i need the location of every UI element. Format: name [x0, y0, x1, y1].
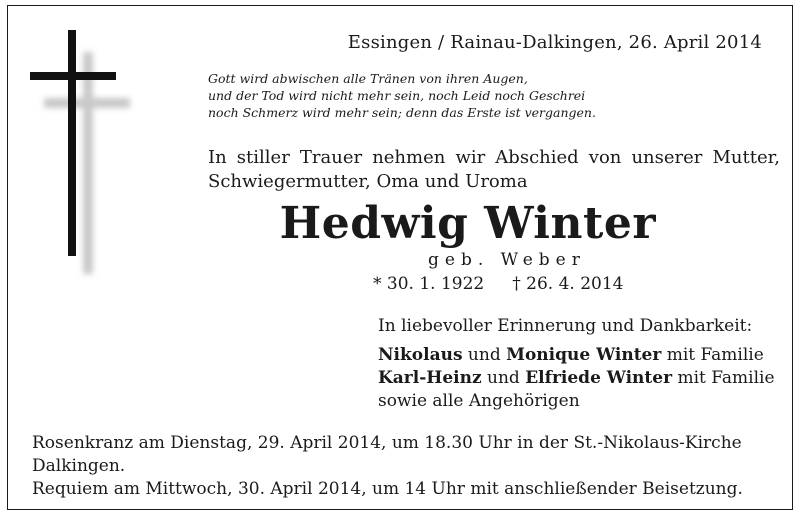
verse-line: noch Schmerz wird mehr sein; denn das Erste ist vergangen.: [208, 105, 596, 120]
family-suffix: mit Familie: [661, 345, 764, 365]
mourner-name: Karl-Heinz: [378, 368, 482, 388]
rosary-line: Dalkingen.: [32, 456, 126, 476]
mourner-name: Elfriede Winter: [525, 368, 673, 388]
mourners-list: [378, 344, 775, 413]
cross-vertical-bar: [68, 30, 76, 256]
life-dates: [373, 274, 623, 294]
mourner-name: Monique Winter: [506, 345, 662, 365]
maiden-name: geb. Weber: [428, 250, 586, 270]
service-info: [32, 432, 772, 501]
cross-shadow: [44, 98, 130, 108]
bible-verse: [208, 70, 596, 121]
cross-shadow: [83, 52, 93, 274]
mourner-line: sowie alle Angehörigen: [378, 391, 580, 411]
cross-horizontal-bar: [30, 72, 116, 80]
deceased-name: Hedwig Winter: [279, 198, 656, 249]
requiem-line: Requiem am Mittwoch, 30. April 2014, um 14 Uhr mit anschließender Beisetzung.: [32, 479, 743, 499]
thanks-line: In liebevoller Erinnerung und Dankbarkeit:: [378, 316, 753, 336]
intro-text: In stiller Trauer nehmen wir Abschied von unserer Mutter, Schwiegermutter, Oma und Uroma: [208, 147, 780, 192]
mourner-line: [378, 344, 775, 367]
family-suffix: mit Familie: [672, 368, 775, 388]
place-date: Essingen / Rainau-Dalkingen, 26. April 2014: [347, 32, 762, 53]
joiner-text: und: [481, 368, 526, 388]
obituary-notice: [7, 5, 793, 510]
rosary-line: Rosenkranz am Dienstag, 29. April 2014, um 18.30 Uhr in der St.-Nikolaus-Kirche: [32, 433, 742, 453]
mourner-name: Nikolaus: [378, 345, 463, 365]
birth-date: * 30. 1. 1922: [373, 274, 485, 294]
joiner-text: und: [462, 345, 507, 365]
death-date: † 26. 4. 2014: [512, 274, 624, 294]
verse-line: und der Tod wird nicht mehr sein, noch Leid noch Geschrei: [208, 88, 586, 103]
mourner-line: [378, 367, 775, 390]
verse-line: Gott wird abwischen alle Tränen von ihren Augen,: [208, 71, 528, 86]
cross-icon: [30, 30, 125, 280]
